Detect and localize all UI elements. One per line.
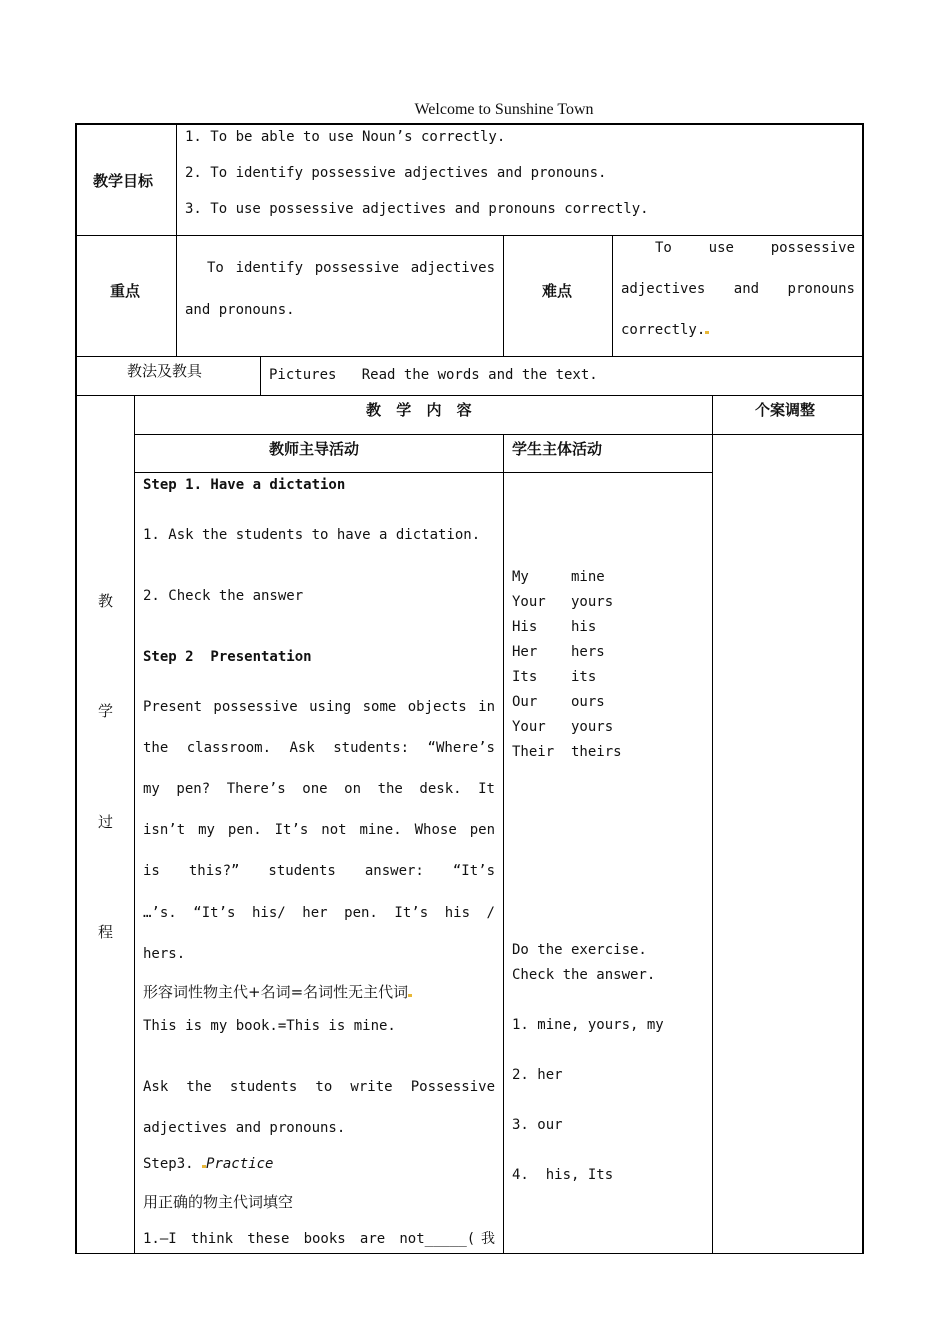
presentation-line: Present possessive using some objects in — [143, 699, 495, 715]
key-points-line: To identify possessive adjectives — [207, 260, 495, 276]
difficulties-line: To use possessive — [655, 240, 855, 256]
step3-heading — [143, 1156, 273, 1172]
row-divider — [76, 395, 862, 396]
process-side-label: 程 — [98, 923, 114, 941]
fill-instruction: 用正确的物主代词填空 — [143, 1193, 294, 1211]
question-line: 1.—I think these books are not_____(我 — [143, 1231, 495, 1247]
possessive-pronoun: yours — [571, 594, 614, 610]
highlight-mark — [408, 994, 412, 997]
task-line: Ask the students to write Possessive — [143, 1079, 495, 1095]
process-side-label: 教 — [98, 592, 114, 610]
possessive-pronoun: theirs — [571, 744, 622, 760]
answer-item: 1. mine, yours, my — [512, 1017, 664, 1033]
col-divider — [260, 356, 261, 395]
teacher-header: 教师主导活动 — [269, 440, 360, 458]
student-activity: Check the answer. — [512, 967, 656, 983]
possessive-pronoun: ours — [571, 694, 605, 710]
presentation-line: …’s. “It’s his/ her pen. It’s his / — [143, 905, 495, 921]
possessive-pronoun: mine — [571, 569, 605, 585]
difficulties-line — [621, 322, 709, 338]
presentation-line: the classroom. Ask students: “Where’s — [143, 740, 495, 756]
difficulties-label: 难点 — [542, 282, 573, 300]
possessive-adjective: My — [512, 569, 529, 585]
col-divider — [612, 235, 613, 356]
presentation-line: my pen? There’s one on the desk. It — [143, 781, 495, 797]
possessive-adjective: Its — [512, 669, 538, 685]
col-divider — [176, 124, 177, 356]
possessive-adjective: Your — [512, 594, 546, 610]
presentation-line: hers. — [143, 946, 186, 962]
possessive-pronoun: yours — [571, 719, 614, 735]
row-divider — [135, 472, 713, 473]
possessive-adjective: Her — [512, 644, 538, 660]
answer-item: 3. our — [512, 1117, 563, 1133]
student-header: 学生主体活动 — [512, 440, 603, 458]
task-line: adjectives and pronouns. — [143, 1120, 346, 1136]
step3-title: Practice — [206, 1156, 274, 1172]
col-divider — [503, 235, 504, 356]
step1-item: 2. Check the answer — [143, 588, 304, 604]
row-divider — [76, 235, 862, 236]
objective-item: 3. To use possessive adjectives and pronouns correctly. — [185, 201, 649, 217]
col-divider — [712, 395, 713, 1254]
highlight-mark — [705, 331, 709, 334]
row-divider — [135, 434, 862, 435]
presentation-line: is this?” students answer: “It’s — [143, 863, 495, 879]
student-activity: Do the exercise. — [512, 942, 647, 958]
presentation-line: isn’t my pen. It’s not mine. Whose pen — [143, 822, 495, 838]
possessive-adjective: His — [512, 619, 538, 635]
process-side-label: 过 — [98, 813, 114, 831]
difficulties-line: adjectives and pronouns — [621, 281, 855, 297]
possessive-adjective: Your — [512, 719, 546, 735]
key-points-line: and pronouns. — [185, 302, 295, 318]
col-divider — [134, 395, 135, 1254]
col-divider — [503, 434, 504, 1254]
grammar-rule-text: 形容词性物主代+名词=名词性无主代词 — [143, 983, 409, 1001]
possessive-pronoun: hers — [571, 644, 605, 660]
possessive-adjective: Their — [512, 744, 555, 760]
answer-item: 4. his, Its — [512, 1167, 614, 1183]
answer-item: 2. her — [512, 1067, 563, 1083]
key-points-label: 重点 — [110, 282, 141, 300]
content-header: 教 学 内 容 — [366, 401, 472, 419]
step3-prefix: Step3. — [143, 1156, 203, 1172]
adjust-header: 个案调整 — [755, 401, 816, 419]
possessive-adjective: Our — [512, 694, 538, 710]
possessive-pronoun: his — [571, 619, 597, 635]
objective-item: 1. To be able to use Noun’s correctly. — [185, 129, 506, 145]
step2-heading: Step 2 Presentation — [143, 649, 312, 665]
step1-heading: Step 1. Have a dictation — [143, 477, 346, 493]
grammar-rule — [143, 981, 412, 1002]
process-side-label: 学 — [98, 702, 114, 720]
possessive-pronoun: its — [571, 669, 597, 685]
difficulties-line-text: correctly. — [621, 322, 706, 338]
objectives-label: 教学目标 — [93, 172, 154, 190]
row-divider — [76, 356, 862, 357]
step1-item: 1. Ask the students to have a dictation. — [143, 527, 481, 543]
objective-item: 2. To identify possessive adjectives and pronouns. — [185, 165, 607, 181]
methods-value: Pictures Read the words and the text. — [269, 367, 598, 383]
page-title: Welcome to Sunshine Town — [414, 101, 594, 118]
grammar-example: This is my book.=This is mine. — [143, 1018, 396, 1034]
methods-label: 教法及教具 — [127, 362, 203, 380]
